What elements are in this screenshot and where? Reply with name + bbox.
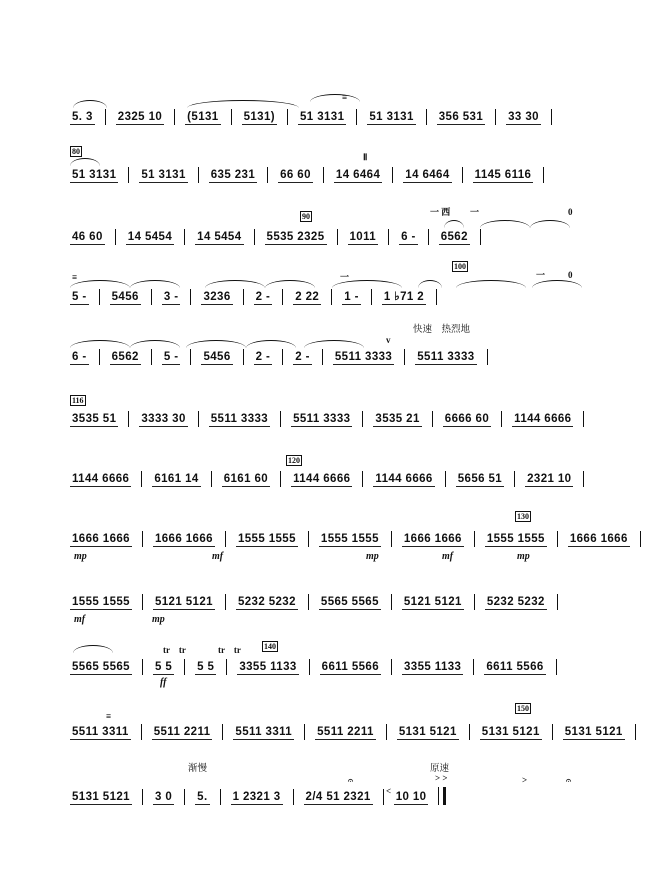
mark-text: 0 — [568, 207, 573, 217]
barline — [115, 229, 116, 245]
measure: 46 60 — [72, 231, 103, 243]
measure: 5511 3333 — [293, 413, 351, 425]
measure: 5565 5565 — [72, 661, 130, 673]
barline — [331, 289, 332, 305]
barline — [501, 411, 502, 427]
measure: 5 - — [72, 291, 87, 303]
performance-mark — [218, 645, 241, 655]
measure: 6 - — [401, 231, 416, 243]
barline — [337, 229, 338, 245]
barline — [99, 289, 100, 305]
slur — [187, 100, 299, 108]
mark-text: Ⅱ — [363, 152, 368, 162]
barline — [225, 594, 226, 610]
performance-mark — [536, 270, 545, 280]
measure: 5131 5121 — [72, 791, 130, 803]
barline — [371, 289, 372, 305]
barline — [226, 659, 227, 675]
measure: 14 5454 — [197, 231, 242, 243]
measure: 5511 2211 — [317, 726, 374, 738]
barline — [309, 659, 310, 675]
dynamic-marking — [160, 677, 166, 688]
measure: 5 - — [163, 351, 179, 363]
barline — [243, 349, 244, 365]
barline — [557, 594, 558, 610]
slur — [310, 94, 360, 102]
barline — [383, 789, 384, 805]
measure: 1145 6116 — [474, 169, 532, 181]
measure: (5131 — [187, 111, 219, 123]
measure: 3535 21 — [375, 413, 420, 425]
mark-text: 一 — [470, 207, 480, 217]
rehearsal-number — [70, 395, 86, 406]
measure: 5 5 — [197, 661, 215, 673]
measure: 5. 3 — [72, 111, 93, 123]
measure: 51 3131 — [369, 111, 414, 123]
dynamic-marking — [212, 551, 223, 562]
mark-text: > > — [435, 773, 448, 783]
mark-text: 90 — [302, 212, 310, 221]
barline — [640, 531, 641, 547]
barline — [583, 471, 584, 487]
rehearsal-number — [70, 146, 82, 157]
mark-text: 140 — [264, 642, 276, 651]
mark-text: 𝄐 — [566, 775, 572, 785]
score-line — [70, 285, 597, 305]
measure: 33 30 — [508, 111, 539, 123]
mark-text: ≡ — [72, 272, 78, 282]
barline — [280, 471, 281, 487]
performance-mark — [342, 92, 347, 102]
performance-mark — [106, 711, 111, 721]
barline — [198, 411, 199, 427]
barline — [211, 471, 212, 487]
barline — [386, 724, 387, 740]
barline — [362, 411, 363, 427]
measure: 14 6464 — [405, 169, 450, 181]
measure: 3333 30 — [141, 413, 186, 425]
barline — [142, 789, 143, 805]
barline — [198, 167, 199, 183]
rehearsal-number — [515, 703, 531, 714]
measure: 1 2321 3 — [232, 791, 281, 803]
tempo-marking — [188, 763, 207, 774]
measure: 2 - — [255, 351, 271, 363]
measure: 1144 6666 — [72, 473, 130, 485]
dynamic-marking — [442, 551, 453, 562]
measure: 6611 5566 — [321, 661, 379, 673]
mark-text: 快速 热烈地 — [413, 324, 471, 335]
mark-text: mf — [212, 551, 224, 562]
barline — [174, 109, 175, 125]
measure: 1144 6666 — [375, 473, 433, 485]
barline — [480, 229, 481, 245]
barline — [190, 349, 191, 365]
measure: 1555 1555 — [72, 596, 130, 608]
mark-text: mp — [366, 551, 379, 562]
slur — [73, 100, 107, 108]
measure: 5131 5121 — [564, 726, 623, 738]
slur — [130, 280, 180, 288]
mark-text: tr tr — [163, 645, 186, 655]
barline — [151, 289, 152, 305]
barline — [308, 531, 309, 547]
measure: 6161 60 — [223, 473, 269, 485]
mark-text: 一 — [340, 272, 350, 282]
measure: 6 - — [72, 351, 87, 363]
measure: 51 3131 — [300, 111, 345, 123]
performance-mark — [566, 775, 571, 785]
measure: 2 - — [295, 351, 310, 363]
measure: 6562 — [111, 351, 139, 363]
measure: 5511 3333 — [334, 351, 393, 363]
measure: 3236 — [203, 291, 231, 303]
slur — [265, 280, 315, 288]
measure: 5131 5121 — [398, 726, 457, 738]
score-line — [70, 225, 597, 245]
barline — [426, 109, 427, 125]
mark-text: tr tr — [218, 645, 241, 655]
mark-text: 130 — [517, 512, 529, 521]
barline — [225, 531, 226, 547]
barline — [391, 594, 392, 610]
barline — [473, 659, 474, 675]
measure: 51 3131 — [72, 169, 117, 181]
barline — [428, 229, 429, 245]
slur — [304, 340, 364, 348]
barline — [293, 789, 294, 805]
performance-mark — [386, 786, 391, 796]
measure: 1555 1555 — [486, 533, 545, 545]
performance-mark — [568, 270, 573, 280]
barline — [287, 109, 288, 125]
barline — [184, 659, 185, 675]
barline — [184, 229, 185, 245]
barline — [243, 289, 244, 305]
measure: 66 60 — [280, 169, 311, 181]
barline — [556, 659, 557, 675]
measure: 5565 5565 — [320, 596, 379, 608]
score-line — [70, 407, 597, 427]
mark-text: 116 — [72, 396, 84, 405]
measure: 1555 1555 — [320, 533, 379, 545]
dynamic-marking — [152, 614, 165, 625]
mark-text: ff — [160, 677, 167, 688]
measure: 5535 2325 — [266, 231, 325, 243]
mark-text: 𝄐 — [348, 775, 354, 785]
barline — [308, 594, 309, 610]
score-line — [70, 163, 597, 183]
measure: 5 5 — [154, 661, 173, 673]
measure: 1666 1666 — [154, 533, 213, 545]
measure: 1144 6666 — [514, 413, 572, 425]
mark-text: 150 — [517, 704, 529, 713]
dynamic-marking — [517, 551, 530, 562]
measure: 5511 2211 — [153, 726, 211, 738]
barline — [362, 471, 363, 487]
measure: 51 3131 — [141, 169, 186, 181]
barline — [469, 724, 470, 740]
rehearsal-number — [262, 641, 278, 652]
measure: 5121 5121 — [403, 596, 462, 608]
performance-mark — [163, 645, 186, 655]
barline — [280, 411, 281, 427]
barline — [445, 471, 446, 487]
barline — [432, 411, 433, 427]
measure: 1 ♭71 2 — [383, 291, 425, 303]
measure: 2325 10 — [117, 111, 163, 123]
measure: 14 6464 — [335, 169, 381, 181]
score-line — [70, 105, 597, 125]
measure: 6562 — [440, 231, 468, 243]
measure: 5131 5121 — [481, 726, 540, 738]
mark-text: 一 西 — [430, 207, 451, 217]
measure: 635 231 — [210, 169, 256, 181]
slur — [205, 280, 265, 288]
measure: 2 22 — [295, 291, 320, 303]
score-line — [70, 655, 597, 675]
slur — [70, 340, 130, 348]
measure: 3355 1133 — [404, 661, 462, 673]
final-barline — [438, 787, 446, 805]
performance-mark — [470, 207, 479, 217]
barline — [222, 724, 223, 740]
measure: 6161 14 — [154, 473, 199, 485]
slur — [530, 220, 570, 228]
mark-text: 120 — [288, 456, 300, 465]
rehearsal-number — [300, 211, 312, 222]
barline — [391, 659, 392, 675]
slur — [532, 280, 582, 288]
slur — [418, 280, 442, 288]
barline — [462, 167, 463, 183]
performance-mark — [363, 152, 367, 162]
barline — [128, 167, 129, 183]
measure: 3535 51 — [72, 413, 117, 425]
barline — [436, 289, 437, 305]
barline — [552, 724, 553, 740]
barline — [282, 349, 283, 365]
barline — [141, 724, 142, 740]
performance-mark — [568, 207, 573, 217]
slur — [186, 340, 246, 348]
barline — [487, 349, 488, 365]
mark-text: 80 — [72, 147, 80, 156]
mark-text: 100 — [454, 262, 466, 271]
barline — [635, 724, 636, 740]
measure: 3 0 — [154, 791, 173, 803]
barline — [583, 411, 584, 427]
performance-mark — [435, 773, 448, 783]
barline — [495, 109, 496, 125]
measure: 6666 60 — [444, 413, 490, 425]
barline — [220, 789, 221, 805]
mark-text: < — [386, 786, 392, 796]
score-line — [70, 720, 623, 740]
score-line — [70, 467, 597, 487]
barline — [392, 167, 393, 183]
mark-text: mp — [74, 551, 87, 562]
slur — [456, 280, 526, 288]
barline — [557, 531, 558, 547]
mark-text: mp — [152, 614, 165, 625]
performance-mark — [340, 272, 349, 282]
measure: 1555 1555 — [237, 533, 296, 545]
barline — [388, 229, 389, 245]
mark-text: mf — [74, 614, 86, 625]
barline — [356, 109, 357, 125]
measure: 2 - — [255, 291, 271, 303]
measure: 5456 — [111, 291, 139, 303]
performance-mark — [430, 207, 450, 217]
slur — [480, 220, 530, 228]
mark-text: 0 — [568, 270, 573, 280]
barline — [142, 531, 143, 547]
measure: 356 531 — [438, 111, 484, 123]
barline — [142, 659, 143, 675]
rehearsal-number — [515, 511, 531, 522]
slur — [70, 280, 130, 288]
barline — [99, 349, 100, 365]
barline — [474, 594, 475, 610]
dynamic-marking — [74, 551, 87, 562]
performance-mark — [72, 272, 77, 282]
rehearsal-number — [286, 455, 302, 466]
barline — [128, 411, 129, 427]
measure: 5131) — [243, 111, 276, 123]
mark-text: ≡ — [342, 92, 348, 102]
mark-text: mp — [517, 551, 530, 562]
slur — [73, 645, 113, 653]
performance-mark — [348, 775, 353, 785]
measure: 5656 51 — [457, 473, 503, 485]
measure: 5511 3311 — [72, 726, 129, 738]
measure: 2/4 51 2321 — [305, 791, 371, 803]
mark-text: 一 — [536, 270, 546, 280]
measure: 5511 3333 — [210, 413, 269, 425]
measure: 1 - — [344, 291, 359, 303]
measure: 10 10 — [395, 791, 427, 803]
mark-text: 原速 — [430, 763, 450, 774]
measure: 5232 5232 — [237, 596, 296, 608]
barline — [323, 167, 324, 183]
measure: 2321 10 — [527, 473, 572, 485]
barline — [474, 531, 475, 547]
tempo-marking — [413, 324, 470, 335]
slur — [130, 340, 180, 348]
measure: 1666 1666 — [569, 533, 628, 545]
barline — [142, 594, 143, 610]
barline — [267, 167, 268, 183]
barline — [543, 167, 544, 183]
measure: 1144 6666 — [293, 473, 351, 485]
measure: 5. — [197, 791, 208, 803]
mark-text: mf — [442, 551, 454, 562]
score-line — [70, 527, 628, 547]
barline — [391, 531, 392, 547]
dynamic-marking — [74, 614, 85, 625]
measure: 5511 3311 — [235, 726, 293, 738]
measure: 5232 5232 — [486, 596, 545, 608]
measure: 1666 1666 — [72, 533, 130, 545]
barline — [404, 349, 405, 365]
measure: 3355 1133 — [239, 661, 297, 673]
barline — [141, 471, 142, 487]
barline — [304, 724, 305, 740]
barline — [322, 349, 323, 365]
barline — [282, 289, 283, 305]
score-line — [70, 345, 597, 365]
barline — [254, 229, 255, 245]
measure: 5511 3333 — [417, 351, 475, 363]
score-line — [70, 590, 597, 610]
measure: 1666 1666 — [403, 533, 462, 545]
measure: 6611 5566 — [486, 661, 544, 673]
barline — [231, 109, 232, 125]
measure: 5456 — [203, 351, 231, 363]
mark-text: > — [522, 775, 528, 785]
slur — [246, 340, 296, 348]
barline — [514, 471, 515, 487]
performance-mark — [522, 775, 527, 785]
performance-mark — [386, 335, 391, 345]
barline — [190, 289, 191, 305]
dynamic-marking — [366, 551, 379, 562]
measure: 3 - — [163, 291, 179, 303]
rehearsal-number — [452, 261, 468, 272]
measure: 1011 — [349, 231, 377, 243]
score-line — [70, 785, 597, 805]
barline — [551, 109, 552, 125]
measure: 14 5454 — [127, 231, 173, 243]
slur — [444, 220, 464, 228]
mark-text: 渐慢 — [188, 763, 208, 774]
barline — [105, 109, 106, 125]
slur — [70, 158, 100, 166]
measure: 5121 5121 — [154, 596, 213, 608]
mark-text: v — [386, 335, 391, 345]
mark-text: ≡ — [106, 711, 112, 721]
barline — [151, 349, 152, 365]
barline — [184, 789, 185, 805]
